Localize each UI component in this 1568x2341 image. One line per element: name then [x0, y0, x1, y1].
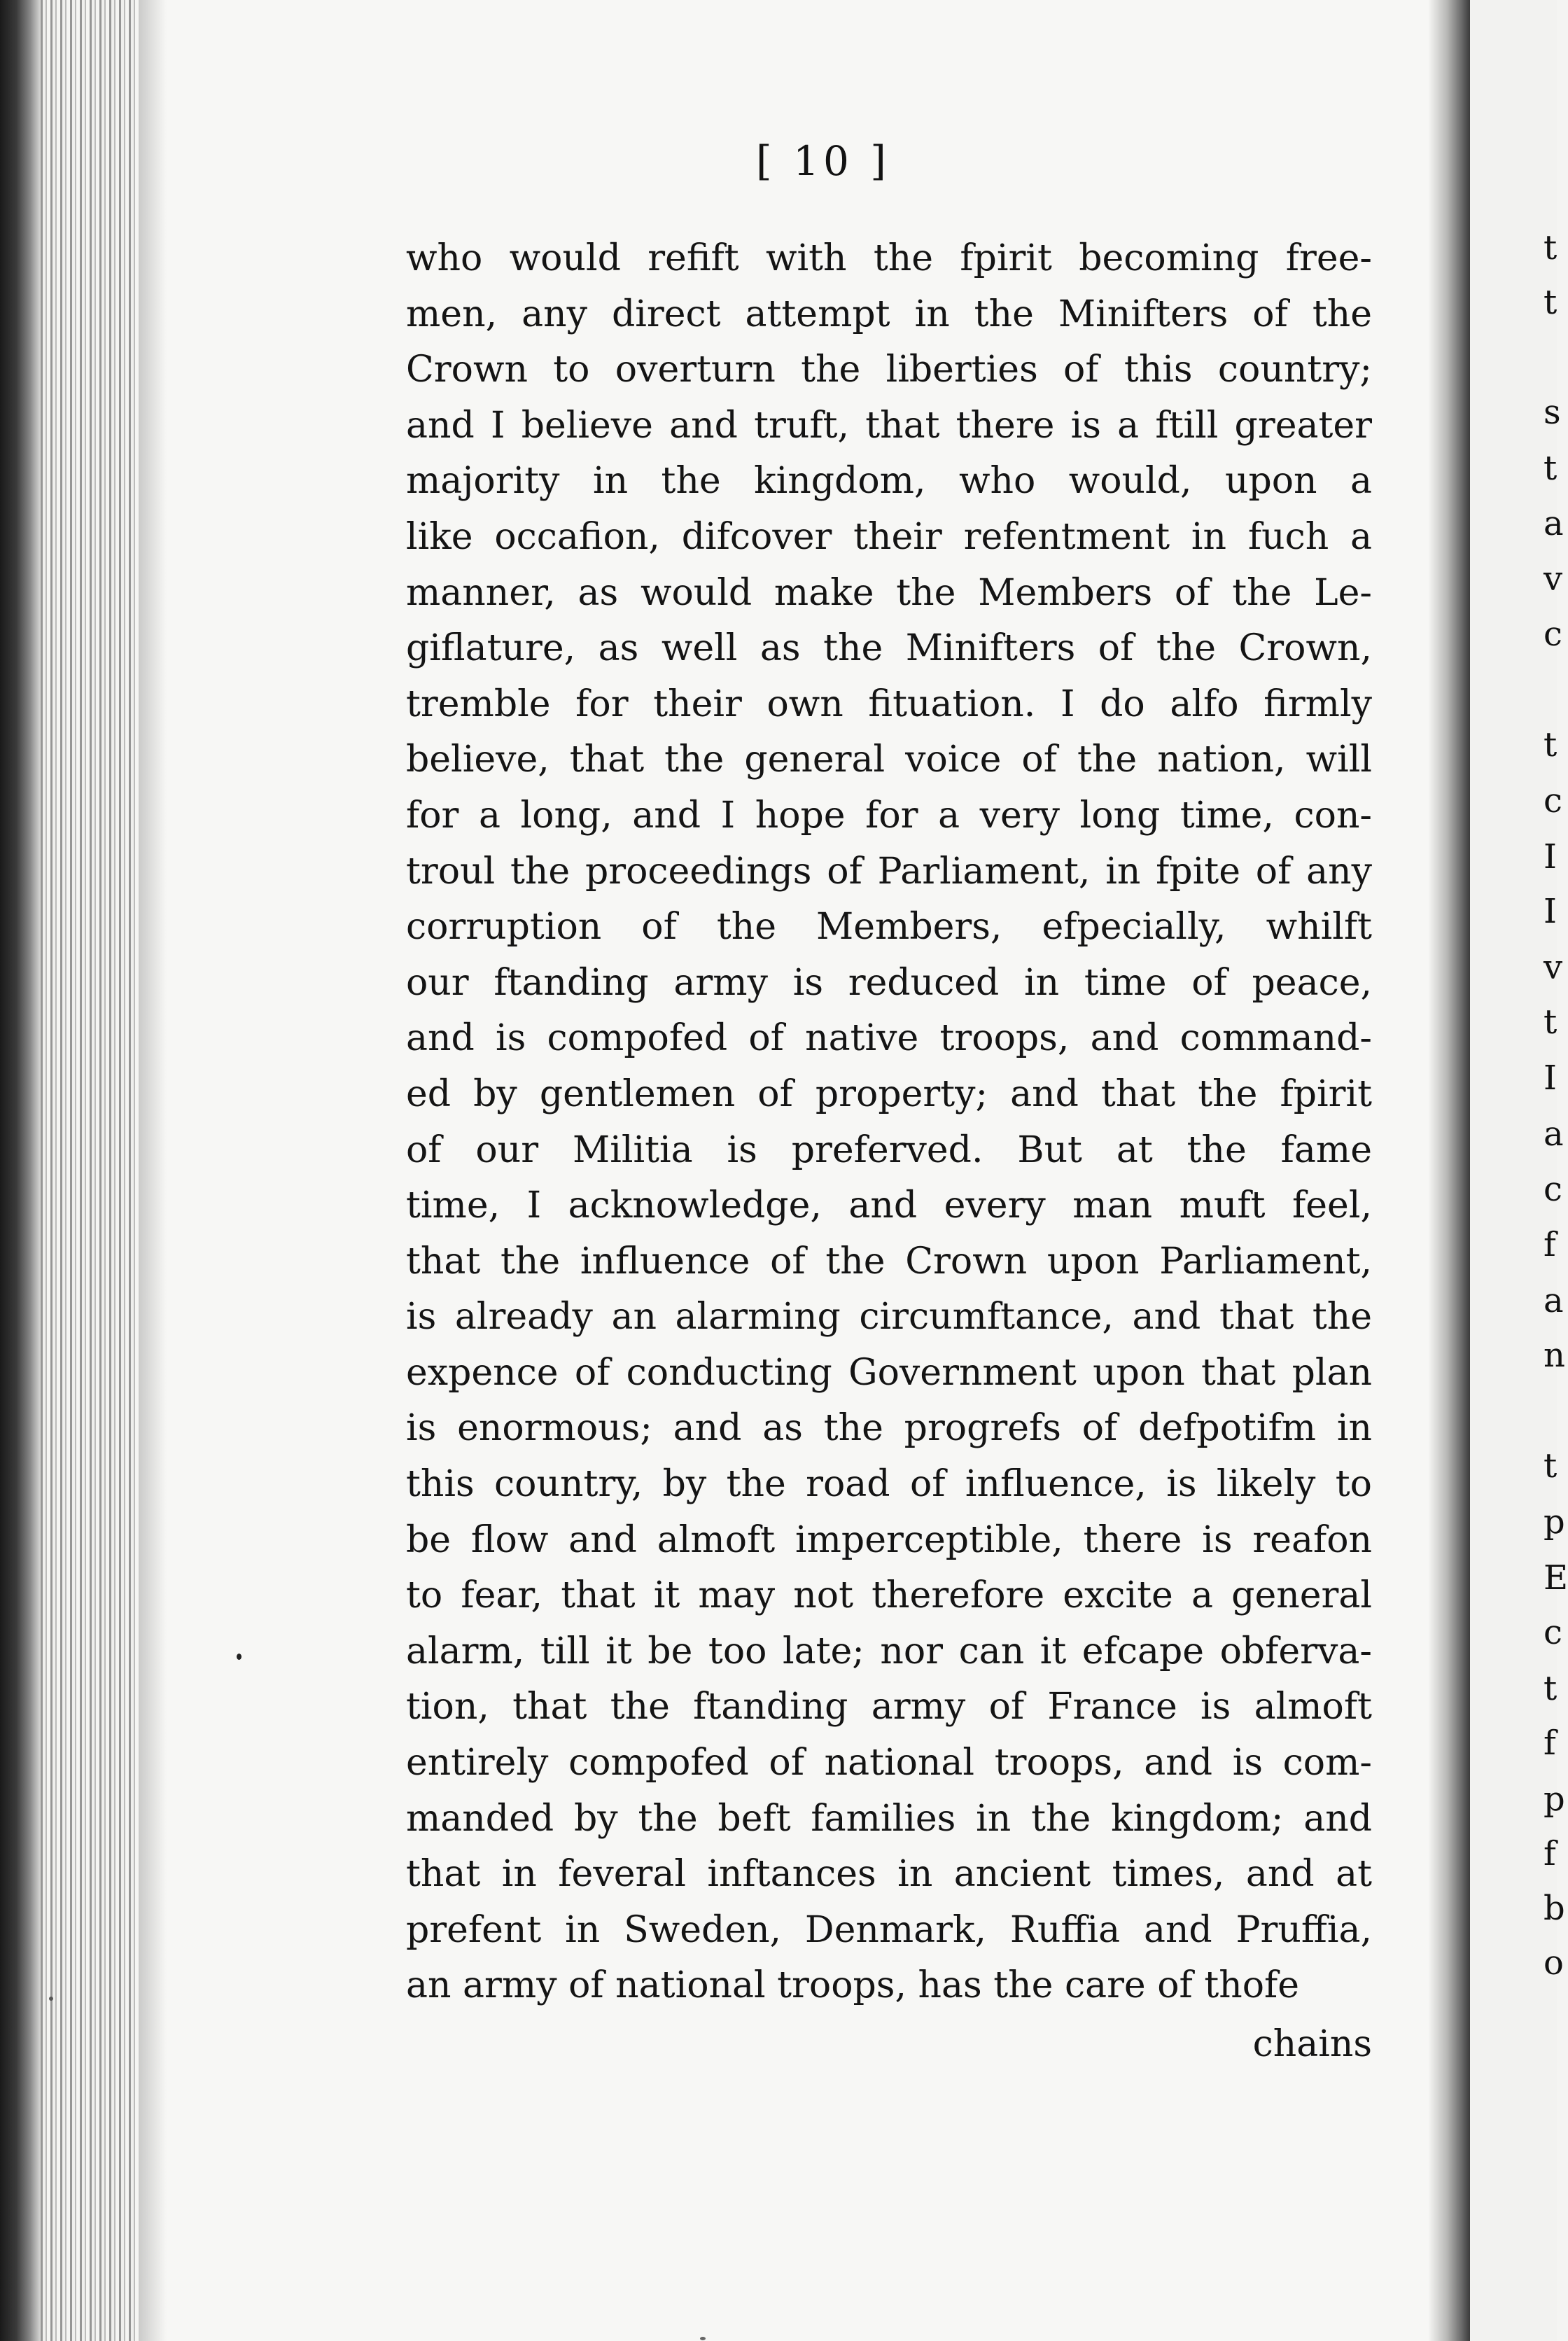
- edge-letter: a: [1544, 504, 1564, 543]
- edge-letter: v: [1544, 948, 1563, 987]
- edge-letter: c: [1544, 615, 1562, 654]
- text-line: and is compofed of native troops, and command-: [406, 1017, 1372, 1060]
- edge-letter: b: [1544, 1889, 1565, 1928]
- page-number-header: [ 10 ]: [756, 137, 890, 185]
- edge-letter: t: [1544, 1002, 1558, 1042]
- edge-letter: f: [1544, 1724, 1556, 1763]
- ink-speck: [237, 1654, 241, 1660]
- text-line: prefent in Sweden, Denmark, Ruffia and Pruffia,: [406, 1908, 1372, 1951]
- text-line: is already an alarming circumftance, and that the: [406, 1296, 1372, 1339]
- text-line: alarm, till it be too late; nor can it efcape obferva-: [406, 1630, 1372, 1672]
- edge-letter: o: [1544, 1943, 1564, 1983]
- text-line: an army of national troops, has the care of thofe: [406, 1964, 1300, 2007]
- text-line: ed by gentlemen of property; and that the fpirit: [406, 1072, 1372, 1115]
- edge-letter: n: [1544, 1336, 1565, 1375]
- edge-letter: c: [1544, 1170, 1562, 1209]
- text-line: this country, by the road of influence, is likely to: [406, 1463, 1372, 1506]
- edge-letter: v: [1544, 559, 1563, 599]
- book-binding-edge: [0, 0, 41, 2341]
- text-line: like occafion, difcover their refentment in fuch a: [406, 515, 1372, 558]
- edge-letter: p: [1544, 1780, 1565, 1819]
- text-line: giflature, as well as the Minifters of the Crown,: [406, 627, 1372, 670]
- edge-letter: E: [1544, 1558, 1568, 1598]
- edge-letter: I: [1544, 892, 1557, 931]
- ink-speck: [700, 2337, 706, 2340]
- text-line: time, I acknowledge, and every man muft feel,: [406, 1185, 1372, 1227]
- ink-speck: [49, 1997, 53, 2001]
- right-gutter-shadow: [1428, 0, 1470, 2341]
- edge-letter: t: [1544, 228, 1558, 267]
- text-line: corruption of the Members, efpecially, whilft: [406, 906, 1372, 949]
- edge-letter: t: [1544, 725, 1558, 764]
- text-line: troul the proceedings of Parliament, in fpite of any: [406, 850, 1372, 893]
- edge-letter: a: [1544, 1281, 1564, 1320]
- text-line: entirely compofed of national troops, and is com-: [406, 1742, 1372, 1784]
- text-line: manner, as would make the Members of the Le-: [406, 571, 1372, 614]
- edge-letter: f: [1544, 1834, 1556, 1873]
- edge-letter: s: [1544, 393, 1561, 432]
- text-line: is enormous; and as the progrefs of defpotifm in: [406, 1407, 1372, 1450]
- edge-letter: t: [1544, 1446, 1558, 1486]
- edge-letter: c: [1544, 1613, 1562, 1652]
- edge-letter: t: [1544, 449, 1558, 488]
- text-line: Crown to overturn the liberties of this country;: [406, 349, 1372, 391]
- text-line: who would refift with the fpirit becoming free-: [406, 237, 1372, 279]
- edge-letter: I: [1544, 1058, 1557, 1098]
- edge-letter: t: [1544, 1669, 1558, 1708]
- text-line: believe, that the general voice of the nation, will: [406, 739, 1372, 781]
- text-line: of our Militia is preferved. But at the fame: [406, 1128, 1372, 1171]
- text-line: manded by the beft families in the kingdom; and: [406, 1797, 1372, 1840]
- text-line: that the influence of the Crown upon Parliament,: [406, 1240, 1372, 1283]
- text-line: men, any direct attempt in the Minifters of the: [406, 293, 1372, 335]
- edge-letter: p: [1544, 1502, 1565, 1542]
- text-line: tremble for their own fituation. I do alfo firmly: [406, 683, 1372, 725]
- text-line: and I believe and truft, that there is a ftill greater: [406, 404, 1372, 447]
- text-line: be flow and almoft imperceptible, there is reafon: [406, 1518, 1372, 1561]
- edge-letter: f: [1544, 1225, 1556, 1264]
- body-text: [406, 231, 1372, 2014]
- text-line: for a long, and I hope for a very long time, con-: [406, 794, 1372, 837]
- edge-letter: t: [1544, 283, 1558, 322]
- text-line: that in feveral inftances in ancient times, and at: [406, 1853, 1372, 1896]
- edge-letter: c: [1544, 781, 1562, 820]
- text-line: majority in the kingdom, who would, upon a: [406, 460, 1372, 503]
- edge-letter: a: [1544, 1114, 1564, 1154]
- text-line: tion, that the ftanding army of France is almoft: [406, 1686, 1372, 1728]
- catchword: chains: [1252, 2023, 1372, 2065]
- edge-letter: I: [1544, 837, 1557, 876]
- text-line: our ftanding army is reduced in time of peace,: [406, 961, 1372, 1004]
- text-line: expence of conducting Government upon that plan: [406, 1351, 1372, 1394]
- gutter-shadow: [139, 0, 167, 2341]
- page-stack-edges: [41, 0, 139, 2341]
- text-line: to fear, that it may not therefore excite a general: [406, 1574, 1372, 1617]
